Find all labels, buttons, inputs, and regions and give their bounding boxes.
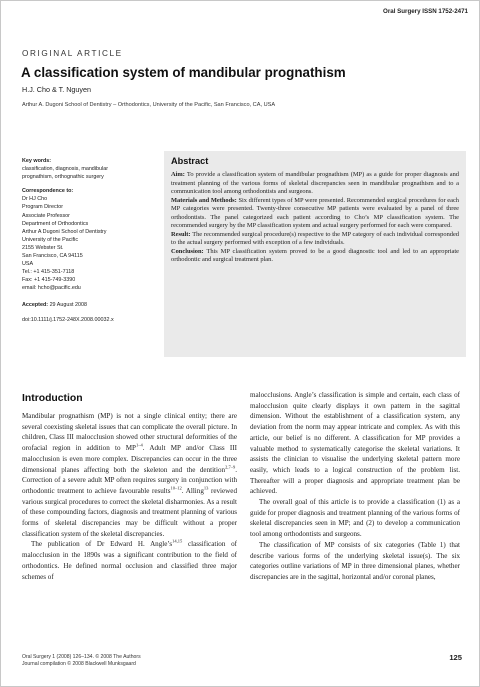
correspondence-line: Department of Orthodontics (22, 220, 89, 227)
accepted-date (22, 301, 157, 309)
article-type: ORIGINAL ARTICLE (22, 49, 123, 58)
accepted-label: Accepted: (22, 301, 49, 308)
abstract-conclusion (171, 248, 459, 265)
body-column-right (250, 390, 460, 583)
correspondence-line: San Francisco, CA 94115 (22, 253, 83, 260)
keywords-line: prognathism, orthognathic surgery (22, 174, 104, 181)
correspondence-line: Fax: +1 415-749-3390 (22, 277, 76, 284)
footer-citation (22, 654, 141, 668)
doi-link[interactable]: doi:10.1111/j.1752-248X.2008.00032.x (22, 316, 114, 323)
aim-text: To provide a classification system of mandibular prognathism (MP) as a guide for proper diagnosis and treatment planning of the various forms of skeletal discrepancies seen in mandibular prognathism and to a communication tool among orthodontists and surgeons. (171, 171, 459, 195)
methods-text: Six different types of MP were presented. Recommended surgical procedures for each MP categories were presented. Twenty-three consecutive MP patients were evaluated by a panel of three orthodontists. The panel categorized each patient according to Cho’s MP classification system. The recommended surgery by the MP classification system and actual surgery performed for each were compared. (171, 196, 459, 229)
correspondence-line: Tel.: +1 415-351-7118 (22, 269, 75, 276)
correspondence-line: 2155 Webster St. (22, 244, 64, 251)
conclusion-label: Conclusion: (171, 247, 204, 255)
citation[interactable]: 13 (203, 485, 209, 491)
article-title: A classification system of mandibular prognathism (21, 65, 346, 80)
abstract-methods (171, 197, 459, 231)
correspondence-email[interactable]: email: hcho@pacific.edu (22, 285, 81, 292)
paragraph: The overall goal of this article is to provide a classification (1) as a guide for proper diagnosis and treatment planning of the various forms of skeletal discrepancies seen in MP; and (2) to develop a communication tool among orthodontists and surgeons. (250, 498, 460, 539)
paragraph: The classification of MP consists of six categories (Table 1) that describe various forms of the underlying skeletal issue(s). The six categories outline variations of MP in three dimensional planes, whether discrepancies are in the sagittal, horizontal and/or coronal planes, (250, 540, 460, 581)
footer-line: Journal compilation © 2008 Blackwell Munksgaard (22, 661, 136, 667)
correspondence-heading: Correspondence to: (22, 188, 74, 195)
paragraph: The publication of Dr Edward H. $Angle’s^{14,15}$ classification of malocclusion in the 1890s was a significant contribution to the field of orthodontics. He defined normal occlusion and classified three major schemes of (22, 539, 237, 581)
correspondence-line: Program Director (22, 204, 64, 211)
abstract-heading: Abstract (171, 156, 209, 166)
correspondence-line: Arthur A Dugoni School of Dentistry (22, 228, 107, 235)
authors: H.J. Cho & T. Nguyen (22, 85, 91, 94)
journal-issn: Oral Surgery ISSN 1752-2471 (383, 8, 468, 15)
accepted-value: 29 August 2008 (49, 301, 88, 308)
abstract-result (171, 231, 459, 248)
footer-line: Oral Surgery 1 (2008) 126–134. © 2008 The Authors (22, 654, 141, 660)
body-column-left (22, 411, 237, 582)
citation[interactable]: 10–12 (170, 485, 182, 491)
conclusion-text: This MP classification system proved to be a good diagnostic tool and led to an appropriate orthodontic and surgical treatment plan. (171, 247, 459, 263)
result-text: The recommended surgical procedure(s) respective to the MP category of each individual corresponded to the actual surgery performed with exception of a few individuals. (171, 230, 459, 246)
result-label: Result: (171, 230, 191, 238)
correspondence-line: USA (22, 261, 34, 268)
citation[interactable]: 1–4 (136, 442, 143, 448)
keywords-heading: Key words: (22, 158, 52, 164)
methods-label: Materials and Methods: (171, 196, 237, 204)
abstract-aim (171, 171, 459, 197)
paragraph: malocclusions. Angle’s classification is simple and certain, each class of malocclusion quite clearly displays it own pattern in the sagittal dimension. Without the establishment of a classification system, any deviation from the norm may appear intricate and complex. As with this article, our belief is no different. A classification for MP provides a valuable method to systematically categorise the skeletal variations. It assists the clinician to visualise the underlying skeletal pattern more easily, which leads to a logical construction of the problem list. Thereafter will a proper diagnosis and appropriate treatment plan be achieved. (250, 391, 460, 496)
correspondence-line: University of the Pacific (22, 236, 79, 243)
paragraph: Mandibular prognathism (MP) is not a single clinical entity; there are several coexisting skeletal issues that can complicate the overall picture. In children, Class III malocclusion showed other structural deformities of the orofacial region in addition to MP$^{1-4}$. Adult MP and/or Class III malocclusion is even more complex. Discrepancies can occur in the three dimensional planes affecting both the skeleton and the dentition$^{2,7-9}$. Correction of a severe adult MP often requires surgery in conjunction with orthodontic treatment to achieve favourable results$^{10-12}$. Alling$^{13}$ reviewed various surgical procedures to correct the skeletal disharmonies. As a result of these compounding factors, diagnosis and treatment planning of various forms of skeletal discrepancies may be difficult without a proper classification system of the skeletal discrepancies. (22, 412, 237, 538)
keywords-line: classification, diagnosis, mandibular (22, 166, 108, 173)
affiliation: Arthur A. Dugoni School of Dentistry – Orthodontics, University of the Pacific, San Francisco, CA, USA (22, 102, 276, 108)
aim-label: Aim: (171, 171, 185, 178)
citation[interactable]: 2,7–9 (225, 464, 236, 470)
correspondence-line: Associate Professor (22, 212, 70, 219)
abstract-box (164, 151, 466, 357)
introduction-heading: Introduction (22, 393, 83, 404)
page-number: 125 (449, 653, 462, 662)
citation[interactable]: 14,15 (172, 539, 183, 545)
abstract-body (171, 171, 459, 265)
correspondence-line: Dr HJ Cho (22, 196, 48, 203)
article-sidebar (22, 157, 157, 324)
